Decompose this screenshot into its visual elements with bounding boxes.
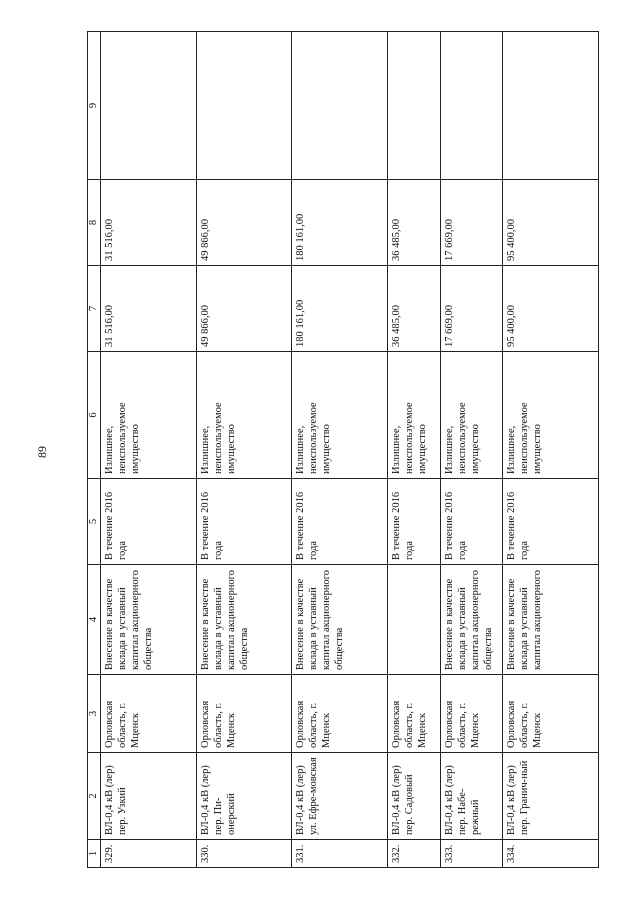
- object-name: ВЛ-0,4 кВ (лер) пер. Гранич-ный: [503, 753, 599, 840]
- reason: Излишнее, неиспользуемое имущество: [292, 352, 388, 479]
- term: В течение 2016 года: [441, 479, 503, 565]
- col9-value: [387, 32, 441, 180]
- method: Внесение в качестве вклада в уставный капитал акционерного: [503, 565, 599, 675]
- reason: Излишнее, неиспользуемое имущество: [196, 352, 292, 479]
- term: В течение 2016 года: [292, 479, 388, 565]
- row-number: 330.: [196, 840, 292, 868]
- col9-value: [441, 32, 503, 180]
- header-cell: 7: [88, 266, 101, 352]
- location: Орловская область, г. Мценск: [292, 675, 388, 753]
- method: Внесение в качестве вклада в уставный капитал акционерного общества: [101, 565, 197, 675]
- property-table: [87, 31, 599, 868]
- col8-value: 17 669,00: [441, 180, 503, 266]
- term: В течение 2016 года: [196, 479, 292, 565]
- header-cell: 4: [88, 565, 101, 675]
- location: Орловская область, г. Мценск: [196, 675, 292, 753]
- reason: Излишнее, неиспользуемое имущество: [387, 352, 441, 479]
- col9-value: [503, 32, 599, 180]
- col8-value: 180 161,00: [292, 180, 388, 266]
- method: Внесение в качестве вклада в уставный капитал акционерного общества: [196, 565, 292, 675]
- header-cell: 1: [88, 840, 101, 868]
- col8-value: 49 866,00: [196, 180, 292, 266]
- term: В течение 2016 года: [101, 479, 197, 565]
- table-row: [441, 32, 503, 868]
- object-name: ВЛ-0,4 кВ (лер) пер. Садовый: [387, 753, 441, 840]
- table-row: [503, 32, 599, 868]
- term: В течение 2016 года: [387, 479, 441, 565]
- object-name: ВЛ-0,4 кВ (лер) ул. Ефре-мовская: [292, 753, 388, 840]
- col7-value: 36 485,00: [387, 266, 441, 352]
- table-row: [292, 32, 388, 868]
- rotated-table-container: [87, 32, 599, 868]
- row-number: 333.: [441, 840, 503, 868]
- col8-value: 36 485,00: [387, 180, 441, 266]
- row-number: 329.: [101, 840, 197, 868]
- col9-value: [292, 32, 388, 180]
- header-cell: 6: [88, 352, 101, 479]
- location: Орловская область, г. Мценск: [387, 675, 441, 753]
- header-row: [88, 32, 101, 868]
- page-number: 89: [35, 446, 49, 458]
- object-name: ВЛ-0,4 кВ (лер) пер. Пи-онерский: [196, 753, 292, 840]
- col9-value: [196, 32, 292, 180]
- col7-value: 95 400,00: [503, 266, 599, 352]
- col7-value: 17 669,00: [441, 266, 503, 352]
- method: [387, 565, 441, 675]
- row-number: 332.: [387, 840, 441, 868]
- header-cell: 9: [88, 32, 101, 180]
- row-number: 334.: [503, 840, 599, 868]
- reason: Излишнее, неиспользуемое имущество: [441, 352, 503, 479]
- term: В течение 2016 года: [503, 479, 599, 565]
- header-cell: 2: [88, 753, 101, 840]
- object-name: ВЛ-0,4 кВ (лер) пер. Узкий: [101, 753, 197, 840]
- location: Орловская область, г. Мценск: [101, 675, 197, 753]
- location: Орловская область, г. Мценск: [503, 675, 599, 753]
- col9-value: [101, 32, 197, 180]
- location: Орловская область, г. Мценск: [441, 675, 503, 753]
- col7-value: 31 516,00: [101, 266, 197, 352]
- header-cell: 5: [88, 479, 101, 565]
- table-row: [101, 32, 197, 868]
- header-cell: 8: [88, 180, 101, 266]
- row-number: 331.: [292, 840, 388, 868]
- col7-value: 49 866,00: [196, 266, 292, 352]
- header-cell: 3: [88, 675, 101, 753]
- table-row: [387, 32, 441, 868]
- col8-value: 95 400,00: [503, 180, 599, 266]
- object-name: ВЛ-0,4 кВ (лер) пер. Набе-режный: [441, 753, 503, 840]
- reason: Излишнее, неиспользуемое имущество: [101, 352, 197, 479]
- method: Внесение в качестве вклада в уставный капитал акционерного общества: [292, 565, 388, 675]
- table-row: [196, 32, 292, 868]
- col8-value: 31 516,00: [101, 180, 197, 266]
- method: Внесение в качестве вклада в уставный капитал акционерного общества: [441, 565, 503, 675]
- reason: Излишнее, неиспользуемое имущество: [503, 352, 599, 479]
- col7-value: 180 161,00: [292, 266, 388, 352]
